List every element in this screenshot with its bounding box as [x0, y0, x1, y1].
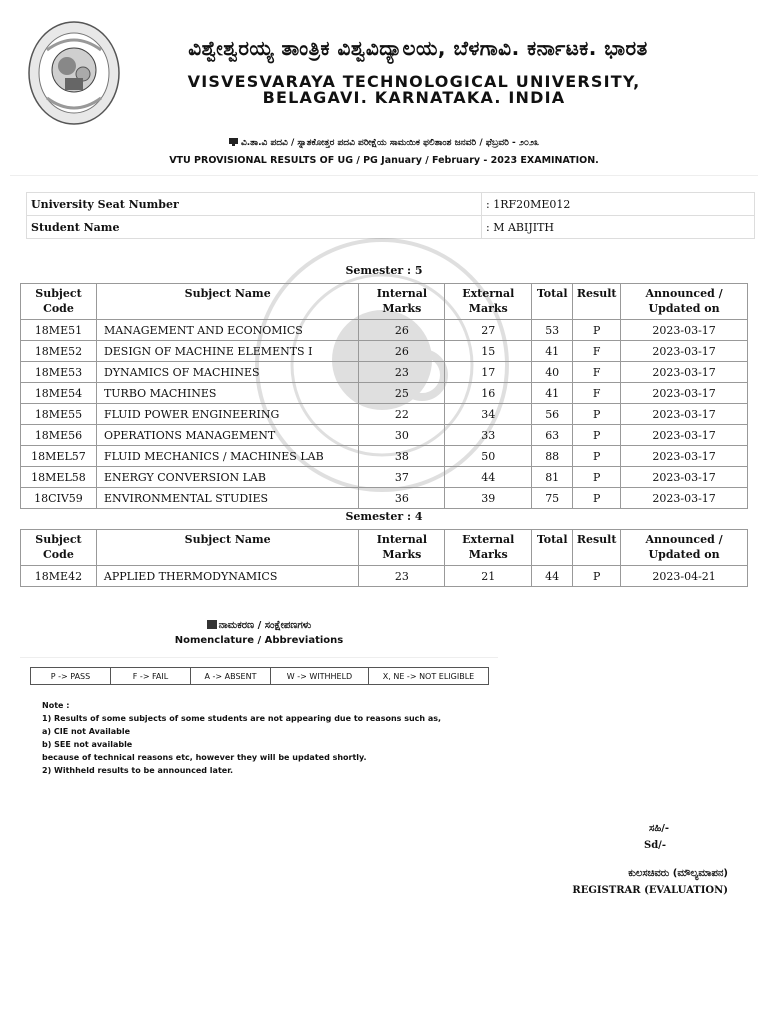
announced-date-cell: 2023-03-17	[621, 446, 748, 467]
result-cell: F	[573, 362, 621, 383]
title-line-2: BELAGAVI. KARNATAKA. INDIA	[262, 88, 566, 107]
divider	[20, 657, 498, 658]
col-result: Result	[573, 530, 621, 566]
announced-date-cell: 2023-03-17	[621, 467, 748, 488]
subject-name-cell: FLUID MECHANICS / MACHINES LAB	[96, 446, 358, 467]
column-header-text: Code	[43, 548, 74, 561]
note-line: 1) Results of some subjects of some students are not appearing due to reasons such as,	[42, 714, 442, 723]
divider	[10, 175, 758, 176]
result-cell: F	[573, 383, 621, 404]
subject-code-cell: 18ME56	[21, 425, 97, 446]
external-marks-cell: 21	[445, 566, 532, 587]
external-marks-cell: 17	[445, 362, 532, 383]
internal-marks-cell: 36	[359, 488, 445, 509]
student-name-label: Student Name	[27, 216, 482, 239]
col-announced	[621, 530, 748, 566]
subtitle-kn-text: ವಿ.ತಾ.ವಿ ಪದವಿ / ಸ್ನಾತಕೋತ್ತರ ಪದವಿ ಪರೀಕ್ಷೆಯ ಸಾಮಯಿಕ ಫಲಿತಾಂಶ ಜನವರಿ / ಫೆಬ್ರವರಿ - ೨೦೨೩	[240, 138, 540, 148]
result-cell: P	[573, 320, 621, 341]
table-header-row	[21, 284, 748, 320]
signature-english: Sd/-	[643, 840, 666, 851]
semester-4-results-table	[20, 529, 748, 587]
note-line: because of technical reasons etc, however they will be updated shortly.	[42, 753, 367, 762]
column-header-text: Marks	[382, 548, 422, 561]
semester-4-title: Semester : 4	[345, 510, 423, 523]
internal-marks-cell: 30	[359, 425, 445, 446]
registrar-title-english: REGISTRAR (EVALUATION)	[572, 885, 728, 896]
external-marks-cell: 16	[445, 383, 532, 404]
internal-marks-cell: 38	[359, 446, 445, 467]
subject-code-cell: 18ME53	[21, 362, 97, 383]
column-header-text: Subject	[35, 287, 82, 300]
monitor-icon	[229, 138, 238, 146]
result-cell: P	[573, 467, 621, 488]
usn-value: : 1RF20ME012	[482, 193, 755, 216]
table-row	[21, 467, 748, 488]
internal-marks-cell: 37	[359, 467, 445, 488]
column-header-text: Internal	[376, 287, 428, 300]
table-header-row	[21, 530, 748, 566]
col-external-marks	[445, 284, 532, 320]
col-total: Total	[532, 284, 573, 320]
subject-name-cell: MANAGEMENT AND ECONOMICS	[96, 320, 358, 341]
abbr-withheld: W -> WITHHELD	[271, 668, 369, 685]
external-marks-cell: 15	[445, 341, 532, 362]
total-cell: 75	[532, 488, 573, 509]
abbr-pass: P -> PASS	[31, 668, 111, 685]
announced-date-cell: 2023-03-17	[621, 341, 748, 362]
column-header-text: Marks	[382, 302, 422, 315]
table-row	[21, 383, 748, 404]
total-cell: 88	[532, 446, 573, 467]
subject-name-cell: DYNAMICS OF MACHINES	[96, 362, 358, 383]
col-subject-code	[21, 530, 97, 566]
result-cell: P	[573, 404, 621, 425]
external-marks-cell: 34	[445, 404, 532, 425]
subject-code-cell: 18ME51	[21, 320, 97, 341]
internal-marks-cell: 22	[359, 404, 445, 425]
column-header-text: Updated on	[648, 302, 720, 315]
total-cell: 56	[532, 404, 573, 425]
notes-block	[42, 699, 441, 777]
announced-date-cell: 2023-04-21	[621, 566, 748, 587]
usn-label: University Seat Number	[27, 193, 482, 216]
student-name-value: : M ABIJITH	[482, 216, 755, 239]
internal-marks-cell: 25	[359, 383, 445, 404]
col-result: Result	[573, 284, 621, 320]
abbr-absent: A -> ABSENT	[191, 668, 271, 685]
result-cell: F	[573, 341, 621, 362]
note-line: b) SEE not available	[42, 740, 133, 749]
table-row	[21, 425, 748, 446]
university-title-english	[136, 74, 692, 106]
announced-date-cell: 2023-03-17	[621, 488, 748, 509]
subject-name-cell: APPLIED THERMODYNAMICS	[96, 566, 359, 587]
subject-name-cell: ENVIRONMENTAL STUDIES	[96, 488, 358, 509]
table-row	[21, 362, 748, 383]
abbr-fail: F -> FAIL	[111, 668, 191, 685]
total-cell: 53	[532, 320, 573, 341]
column-header-text: Subject	[35, 533, 82, 546]
total-cell: 40	[532, 362, 573, 383]
announced-date-cell: 2023-03-17	[621, 404, 748, 425]
column-header-text: Marks	[468, 302, 508, 315]
student-name-row	[27, 216, 755, 239]
external-marks-cell: 44	[445, 467, 532, 488]
university-title-kannada: ವಿಶ್ವೇಶ್ವರಯ್ಯ ತಾಂತ್ರಿಕ ವಿಶ್ವವಿದ್ಯಾಲಯ, ಬೆಳಗಾವಿ. ಕರ್ನಾಟಕ. ಭಾರತ	[188, 36, 648, 60]
announced-date-cell: 2023-03-17	[621, 320, 748, 341]
note-line: Note :	[42, 701, 70, 710]
subject-name-cell: DESIGN OF MACHINE ELEMENTS I	[96, 341, 358, 362]
result-cell: P	[573, 446, 621, 467]
subject-name-cell: OPERATIONS MANAGEMENT	[96, 425, 358, 446]
col-total: Total	[532, 530, 573, 566]
subject-name-cell: ENERGY CONVERSION LAB	[96, 467, 358, 488]
note-line: a) CIE not Available	[42, 727, 131, 736]
col-subject-code	[21, 284, 97, 320]
title-line-1: VISVESVARAYA TECHNOLOGICAL UNIVERSITY,	[187, 72, 641, 91]
column-header-text: Internal	[376, 533, 428, 546]
subject-code-cell: 18MEL58	[21, 467, 97, 488]
subject-name-cell: TURBO MACHINES	[96, 383, 358, 404]
column-header-text: External	[462, 533, 515, 546]
internal-marks-cell: 26	[359, 320, 445, 341]
column-header-text: Updated on	[648, 548, 720, 561]
announced-date-cell: 2023-03-17	[621, 383, 748, 404]
registrar-title-kannada: ಕುಲಸಚಿವರು (ಮೌಲ್ಯಮಾಪನ)	[628, 868, 728, 879]
result-cell: P	[573, 566, 621, 587]
total-cell: 44	[532, 566, 573, 587]
signature-kannada: ಸಹಿ/-	[649, 823, 669, 834]
external-marks-cell: 50	[445, 446, 532, 467]
abbreviations-row	[31, 668, 489, 685]
col-internal-marks	[359, 284, 445, 320]
usn-row	[27, 193, 755, 216]
column-header-text: Announced /	[645, 287, 723, 300]
col-external-marks	[445, 530, 532, 566]
announced-date-cell: 2023-03-17	[621, 425, 748, 446]
subject-code-cell: 18ME55	[21, 404, 97, 425]
table-row	[21, 341, 748, 362]
result-cell: P	[573, 425, 621, 446]
list-icon	[207, 620, 217, 629]
column-header-text: Code	[43, 302, 74, 315]
col-internal-marks	[359, 530, 445, 566]
external-marks-cell: 39	[445, 488, 532, 509]
table-row	[21, 320, 748, 341]
table-row	[21, 488, 748, 509]
subject-code-cell: 18CIV59	[21, 488, 97, 509]
subject-code-cell: 18ME54	[21, 383, 97, 404]
column-header-text: External	[462, 287, 515, 300]
col-announced	[621, 284, 748, 320]
subject-name-cell: FLUID POWER ENGINEERING	[96, 404, 358, 425]
note-line: 2) Withheld results to be announced later.	[42, 766, 234, 775]
table-row	[21, 404, 748, 425]
total-cell: 81	[532, 467, 573, 488]
column-header-text: Marks	[468, 548, 508, 561]
nomenclature-title-english: Nomenclature / Abbreviations	[174, 635, 344, 646]
announced-date-cell: 2023-03-17	[621, 362, 748, 383]
subject-code-cell: 18ME52	[21, 341, 97, 362]
student-info-table	[26, 192, 755, 239]
university-logo	[27, 20, 121, 126]
external-marks-cell: 33	[445, 425, 532, 446]
column-header-text: Announced /	[645, 533, 723, 546]
subject-code-cell: 18ME42	[21, 566, 97, 587]
total-cell: 41	[532, 383, 573, 404]
result-cell: P	[573, 488, 621, 509]
table-row	[21, 566, 748, 587]
subject-code-cell: 18MEL57	[21, 446, 97, 467]
col-subject-name: Subject Name	[96, 530, 359, 566]
results-subtitle-english: VTU PROVISIONAL RESULTS OF UG / PG January / February - 2023 EXAMINATION.	[169, 155, 599, 166]
internal-marks-cell: 26	[359, 341, 445, 362]
col-subject-name: Subject Name	[96, 284, 358, 320]
abbreviations-table	[30, 667, 489, 685]
nomenclature-title-kannada: ನಾಮಕರಣ / ಸಂಕ್ಷೇಪಣಗಳು	[0, 620, 518, 631]
total-cell: 41	[532, 341, 573, 362]
internal-marks-cell: 23	[359, 566, 445, 587]
results-subtitle-kannada	[0, 138, 768, 148]
semester-5-title: Semester : 5	[345, 264, 423, 277]
total-cell: 63	[532, 425, 573, 446]
internal-marks-cell: 23	[359, 362, 445, 383]
abbr-not-eligible: X, NE -> NOT ELIGIBLE	[369, 668, 489, 685]
external-marks-cell: 27	[445, 320, 532, 341]
semester-5-results-table	[20, 283, 748, 509]
table-row	[21, 446, 748, 467]
